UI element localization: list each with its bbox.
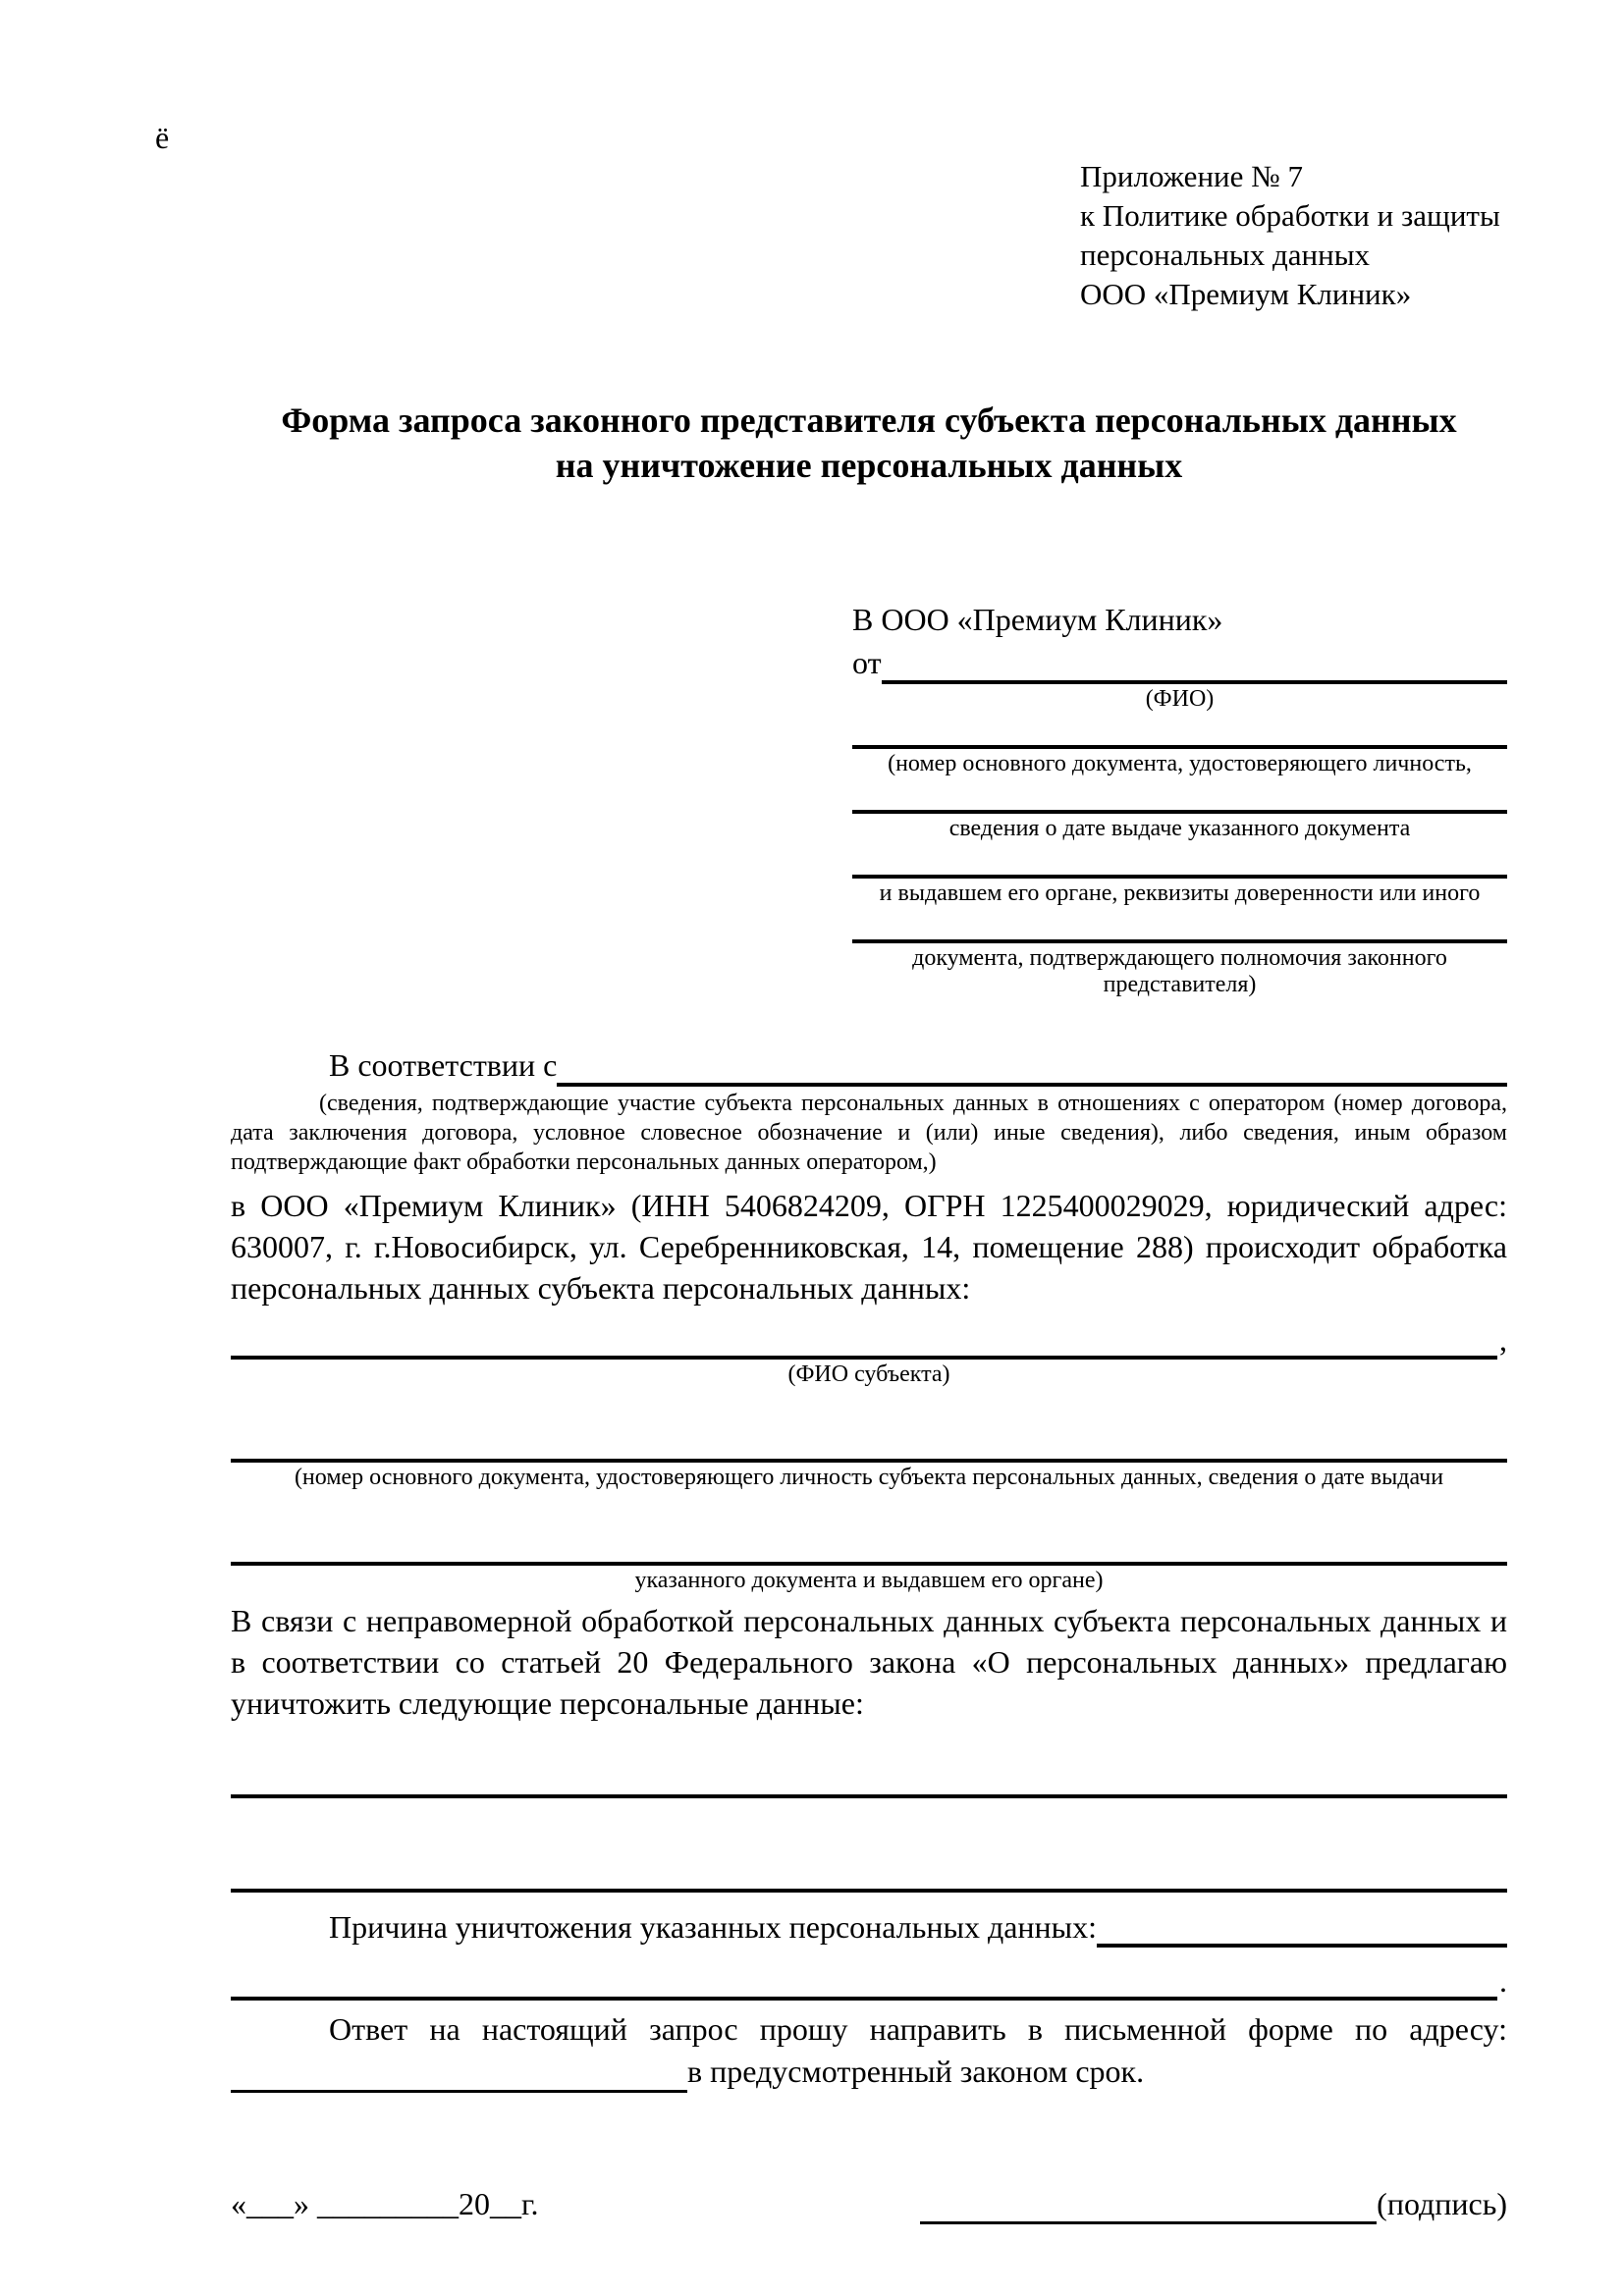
addressee-to-line: В ООО «Премиум Клиник» bbox=[852, 602, 1223, 637]
page-content bbox=[231, 0, 1507, 2224]
data-blank-row-2 bbox=[231, 1851, 1507, 1893]
addressee-field-4 bbox=[852, 939, 1507, 998]
signature-caption: (подпись) bbox=[1377, 2186, 1507, 2221]
subject-fio-row bbox=[231, 1318, 1507, 1360]
subject-doc-caption: (номер основного документа, удостоверяющего личность субъекта персональных данных, сведения о дате выдачи bbox=[294, 1465, 1444, 1490]
demand-paragraph: В связи с неправомерной обработкой персональных данных субъекта персональных данных и в соответствии со статьей 20 Федерального закона «О персональных данных» предлагаю уничтожить следующие персональные данные: bbox=[231, 1603, 1507, 1721]
stray-character: ё bbox=[155, 120, 170, 155]
date-line: «___» _________20__г. bbox=[231, 2186, 539, 2221]
field-caption: документа, подтверждающего полномочия законного представителя) bbox=[912, 945, 1447, 997]
subject-doc-row bbox=[231, 1421, 1507, 1463]
subject-doc-caption-2: указанного документа и выдавшем его органе) bbox=[634, 1568, 1104, 1593]
reason-row bbox=[231, 1906, 1507, 1948]
line-suffix-comma: , bbox=[1499, 1322, 1507, 1358]
document-title-line2: на уничтожение персональных данных bbox=[555, 446, 1183, 485]
fio-caption: (ФИО) bbox=[1145, 686, 1215, 712]
blank-line bbox=[852, 810, 1507, 814]
fio-blank-line bbox=[882, 643, 1507, 684]
accordance-blank-line bbox=[557, 1045, 1507, 1087]
subject-fields bbox=[231, 1318, 1507, 1594]
blank-line bbox=[231, 1851, 1507, 1893]
appendix-header-line: Приложение № 7 bbox=[1080, 159, 1303, 193]
response-term-text: в предусмотренный законом срок. bbox=[687, 2054, 1145, 2089]
field-caption: и выдавшем его органе, реквизиты доверенности или иного bbox=[879, 881, 1481, 906]
from-label: от bbox=[852, 645, 882, 680]
addressee-block bbox=[852, 598, 1507, 998]
blank-line bbox=[852, 875, 1507, 879]
blank-line bbox=[852, 745, 1507, 749]
blank-line bbox=[231, 1524, 1507, 1566]
field-caption: сведения о дате выдаче указанного документа bbox=[948, 816, 1411, 841]
subject-fio-caption: (ФИО субъекта) bbox=[787, 1362, 950, 1387]
subject-doc-row-2 bbox=[231, 1524, 1507, 1566]
reason-blank-line bbox=[1097, 1906, 1507, 1948]
response-address-row bbox=[231, 2050, 1507, 2093]
address-blank-line bbox=[231, 2053, 687, 2093]
signature-blank-line bbox=[920, 2184, 1377, 2224]
addressee-from-row bbox=[852, 641, 1507, 684]
footer-row bbox=[231, 2183, 1507, 2224]
accordance-label: В соответствии с bbox=[329, 1047, 558, 1083]
addressee-field-2 bbox=[852, 810, 1507, 842]
blank-line bbox=[231, 1959, 1497, 2001]
blank-line bbox=[852, 939, 1507, 943]
response-paragraph: Ответ на настоящий запрос прошу направить в письменной форме по адресу: bbox=[329, 2011, 1507, 2047]
operator-paragraph: в ООО «Премиум Клиник» (ИНН 5406824209, ОГРН 1225400029029, юридический адрес: 630007, г. г.Новосибирск, ул. Серебренниковская, 14, помещение 288) происходит обработка персональных данных субъекта персональных данных: bbox=[231, 1188, 1507, 1306]
reason-blank-row-2 bbox=[231, 1959, 1507, 2001]
appendix-header-line: к Политике обработки и защиты bbox=[1080, 198, 1500, 233]
addressee-field-1 bbox=[852, 745, 1507, 777]
document-title-line1: Форма запроса законного представителя субъекта персональных данных bbox=[281, 400, 1457, 440]
line-suffix-period: . bbox=[1499, 1963, 1507, 1999]
blank-line bbox=[231, 1757, 1507, 1798]
signature-group bbox=[920, 2183, 1507, 2224]
accordance-row bbox=[231, 1043, 1507, 1087]
data-blank-row-1 bbox=[231, 1757, 1507, 1798]
appendix-header-line: персональных данных bbox=[1080, 238, 1371, 272]
appendix-header bbox=[1080, 157, 1507, 314]
addressee-field-3 bbox=[852, 875, 1507, 907]
blank-line bbox=[231, 1318, 1497, 1360]
accordance-note: (сведения, подтверждающие участие субъекта персональных данных в отношениях с оператором (номер договора, дата заключения договора, условное словесное обозначение и (или) иные сведения), либо сведения, иным образом подтверждающие факт обработки персональных данных оператором,) bbox=[231, 1091, 1507, 1175]
appendix-header-line: ООО «Премиум Клиник» bbox=[1080, 277, 1412, 311]
field-caption: (номер основного документа, удостоверяющего личность, bbox=[888, 751, 1472, 776]
reason-label: Причина уничтожения указанных персональных данных: bbox=[329, 1909, 1098, 1945]
document-title bbox=[231, 398, 1507, 488]
blank-line bbox=[231, 1421, 1507, 1463]
